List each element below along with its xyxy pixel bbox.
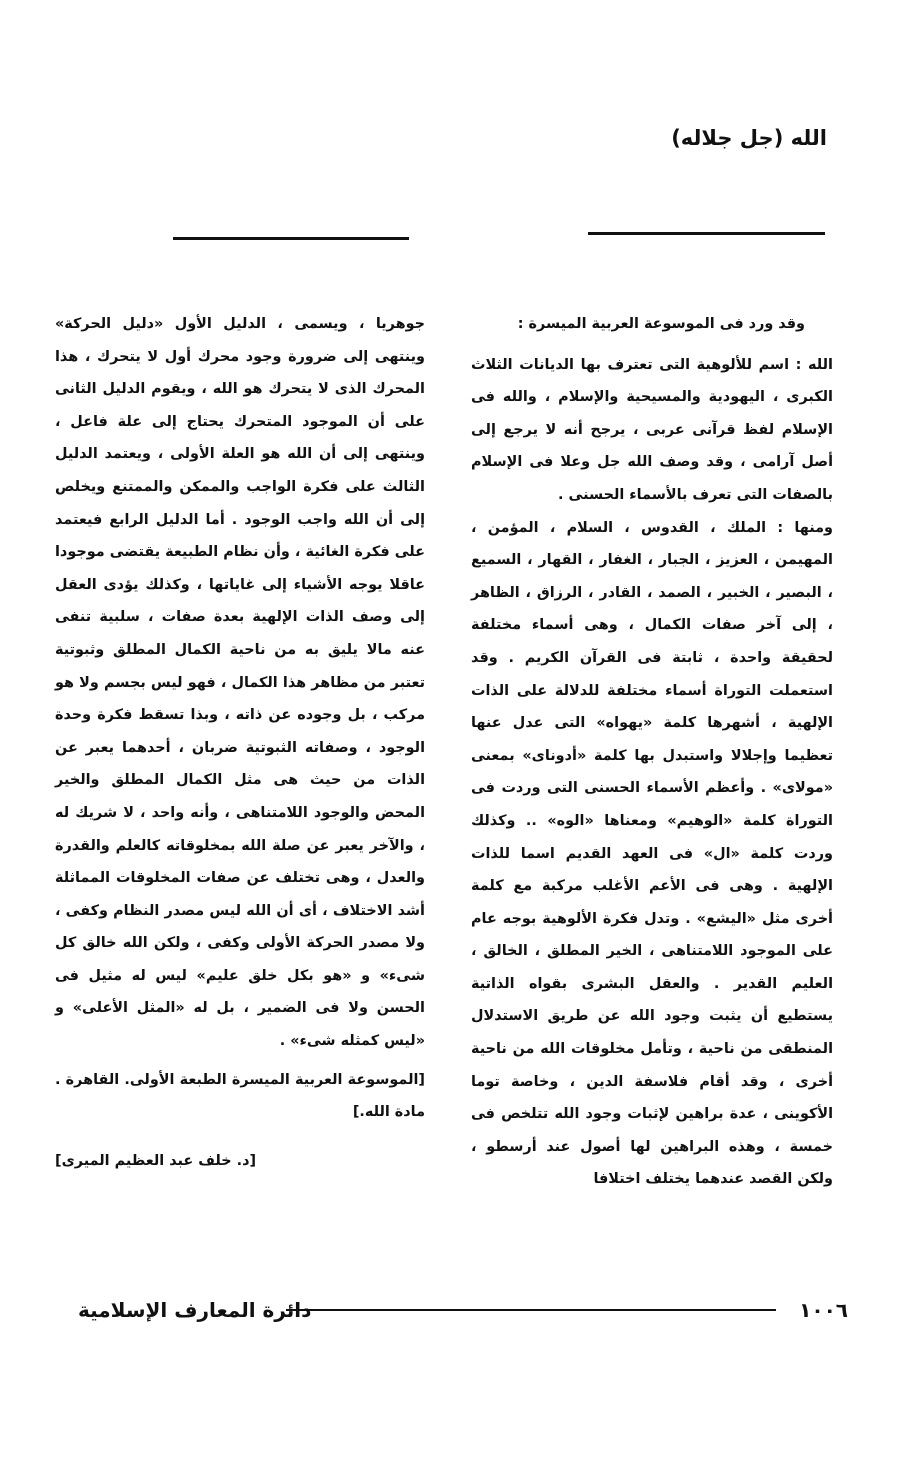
paragraph: ومنها : الملك ، القدوس ، السلام ، المؤمن ، المهيمن ، العزيز ، الجبار ، الغفار ، القهار ، السميع ، البصير ، الخبير ، الصمد ، القادر ، الرزاق ، الظاهر ، إلى آخر صفات الكمال ، وهى أسماء مختلفة لحقيقة واحدة ، ثابتة فى القرآن الكريم . وقد استعملت التوراة أسماء مختلفة للدلالة على الذات الإلهية ، أشهرها كلمة «يهواه» التى عدل عنها تعظيما وإجلالا واستبدل بها كلمة «أدوناى» بمعنى «مولاى» . وأعظم الأسماء الحسنى التى وردت فى التوراة كلمة «الوهيم» ومعناها «الوه» .. وكذلك وردت كلمة «ال» فى العهد القديم اسما للذات الإلهية . وهى فى الأعم الأغلب مركبة مع كلمة أخرى مثل «اليشع» . وتدل فكرة الألوهية بوجه عام على الموجود اللامتناهى ، الخير المطلق ، الخالق ، العليم القدير . والعقل البشرى بقواه الذاتية يستطيع أن يثبت وجود الله عن طريق الاستدلال المنطقى من ناحية ، وتأمل مخلوقات الله من ناحية أخرى ، وقد أقام فلاسفة الدين ، وخاصة توما الأكوينى ، عدة براهين لإثبات وجود الله تتلخص فى خمسة ، وهذه البراهين لها أصول عند أرسطو ، ولكن القصد عندهما يختلف اختلافا — [471, 519, 833, 1188]
right-column-rule — [588, 232, 825, 235]
right-column — [471, 308, 833, 1196]
article-heading: الله (جل جلاله) — [671, 126, 827, 150]
footer-rule — [286, 1309, 776, 1311]
intro-line: وقد ورد فى الموسوعة العربية الميسرة : — [517, 316, 805, 332]
publication-title: دائرة المعارف الإسلامية — [78, 1298, 312, 1322]
reference-citation: [الموسوعة العربية الميسرة الطبعة الأولى. القاهرة . مادة الله.] — [55, 1071, 425, 1121]
left-column-rule — [173, 237, 409, 240]
page-number: ١٠٠٦ — [799, 1298, 848, 1322]
paragraph: جوهريا ، ويسمى ، الدليل الأول «دليل الحركة» وينتهى إلى ضرورة وجود محرك أول لا يتحرك ، هذا المحرك الذى لا يتحرك هو الله ، ويقوم الدليل الثانى على أن الموجود المتحرك يحتاج إلى علة فاعل ، وينتهى إلى أن الله هو العلة الأولى ، ويعتمد الدليل الثالث على فكرة الواجب والممكن والممتنع ويخلص إلى أن الله واجب الوجود . أما الدليل الرابع فيعتمد على فكرة الغائية ، وأن نظام الطبيعة يقتضى موجودا عاقلا يوجه الأشياء إلى غاياتها ، وكذلك يؤدى العقل إلى وصف الذات الإلهية بعدة صفات ، سلبية تنفى عنه مالا يليق به من ناحية الكمال المطلق وثبوتية تعتبر من مظاهر هذا الكمال ، فهو ليس بجسم ولا هو مركب ، بل وجوده عن ذاته ، وبذا تسقط فكرة وحدة الوجود ، وصفاته الثبوتية ضربان ، أحدهما يعبر عن الذات من حيث هى مثل الكمال المطلق والخير المحض والوجود اللامتناهى ، وأنه واحد ، لا شريك له ، والآخر يعبر عن صلة الله بمخلوقاته كالعلم والقدرة والعدل ، وهى تختلف عن صفات المخلوقات المماثلة أشد الاختلاف ، أى أن الله ليس مصدر النظام وكفى ، ولا مصدر الحركة الأولى وكفى ، ولكن الله خالق كل شىء» و «هو بكل خلق عليم» ليس له مثيل فى الحسن ولا فى الضمير ، بل له «المثل الأعلى» و «ليس كمثله شىء» . — [55, 316, 425, 1050]
left-column — [55, 308, 425, 1177]
paragraph: الله : اسم للألوهية التى تعترف بها الديانات الثلاث الكبرى ، اليهودية والمسيحية والإسلام ، والله فى الإسلام لفظ قرآنى عربى ، يرجح أنه لا يرجع إلى أصل آرامى ، وقد وصف الله جل وعلا فى الإسلام بالصفات التى تعرف بالأسماء الحسنى . — [471, 356, 833, 503]
page-footer — [56, 1297, 856, 1327]
author-signature: [د. خلف عبد العظيم الميرى] — [55, 1152, 257, 1169]
